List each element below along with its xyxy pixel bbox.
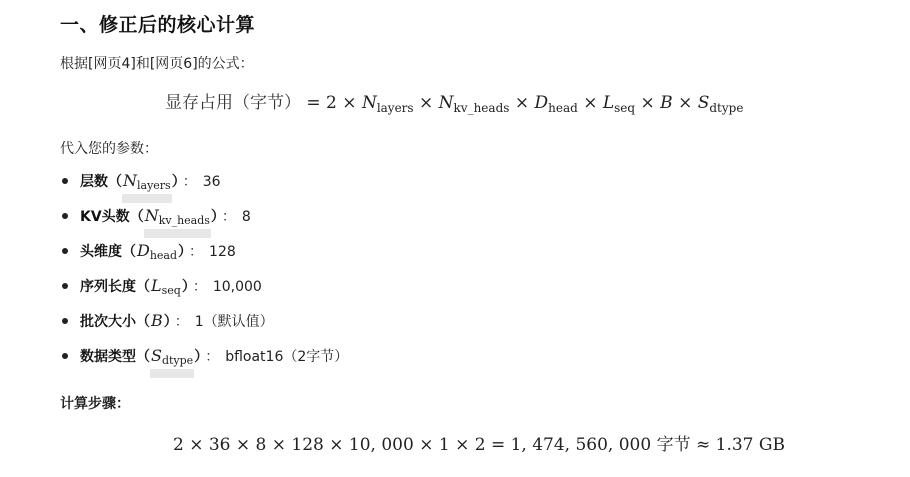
calculation-result <box>173 430 785 455</box>
list-item: KV头数$(N_{kv\_heads})$ ： 8 <box>60 198 348 233</box>
calc-unit: 字节 <box>656 435 691 455</box>
param-name: 层数 <box>80 174 108 190</box>
param-value: 10,000 <box>212 279 262 295</box>
param-value: 1（默认值） <box>194 314 274 330</box>
param-name: KV头数 <box>80 209 130 225</box>
param-symbol: $N_{layers}$ <box>122 163 172 203</box>
param-value: 36 <box>202 174 221 190</box>
param-symbol: B <box>151 311 163 330</box>
formula-equals: = 2 × <box>306 93 357 113</box>
intro-text: 根据[网页4]和[网页6]的公式： <box>60 56 254 72</box>
bullet-icon <box>62 318 68 324</box>
substitute-label: 代入您的参数： <box>60 141 158 157</box>
formula-term-4: B <box>660 93 673 113</box>
param-symbol: $L_{seq}$ <box>151 276 181 297</box>
bullet-icon <box>62 178 68 184</box>
bullet-icon <box>62 283 68 289</box>
list-item: 序列长度$(L_{seq})$ ： 10,000 <box>60 268 348 303</box>
formula-lhs: 显存占用（字节） <box>165 93 301 113</box>
formula-term-0: $N_{layers}$ <box>361 93 414 115</box>
calc-approx: ≈ 1.37 GB <box>696 435 785 455</box>
param-value: 8 <box>241 209 251 225</box>
list-item: 批次大小（B） ： 1（默认值） <box>60 303 348 338</box>
bullet-icon <box>62 248 68 254</box>
param-symbol: $D_{head}$ <box>137 241 178 262</box>
section-heading: 一、修正后的核心计算 <box>60 14 256 36</box>
formula-term-5: $S_{dtype}$ <box>697 93 744 115</box>
param-value: bfloat16（2字节） <box>225 349 349 365</box>
param-name: 批次大小 <box>80 314 136 330</box>
param-name: 数据类型 <box>80 349 136 365</box>
formula-term-3: $L_{seq}$ <box>602 93 636 115</box>
memory-formula: 显存占用（字节） = $2 \times N_{layers} \times N_{kv\_heads} \times D_{head} \times L_{seq} \times B \times S_{dtype}$ <box>165 93 744 115</box>
bullet-icon <box>62 353 68 359</box>
list-item: 头维度$(D_{head})$ ： 128 <box>60 233 348 268</box>
bullet-icon <box>62 213 68 219</box>
steps-label: 计算步骤： <box>60 396 130 412</box>
param-symbol: $N_{kv\_heads}$ <box>144 198 211 238</box>
list-item: 层数$(N_{layers})$ ： 36 <box>60 163 348 198</box>
param-symbol: $S_{dtype}$ <box>150 338 194 378</box>
param-value: 128 <box>209 244 236 260</box>
param-name: 序列长度 <box>80 279 136 295</box>
param-name: 头维度 <box>80 244 122 260</box>
calc-expression: 2 × 36 × 8 × 128 × 10, 000 × 1 × 2 = 1, 474, 560, 000 <box>173 435 652 455</box>
formula-term-1: $N_{kv\_heads}$ <box>438 93 510 115</box>
list-item: 数据类型$(S_{dtype})$ ： bfloat16（2字节） <box>60 338 348 373</box>
formula-term-2: $D_{head}$ <box>534 93 578 115</box>
parameter-list <box>60 163 348 373</box>
